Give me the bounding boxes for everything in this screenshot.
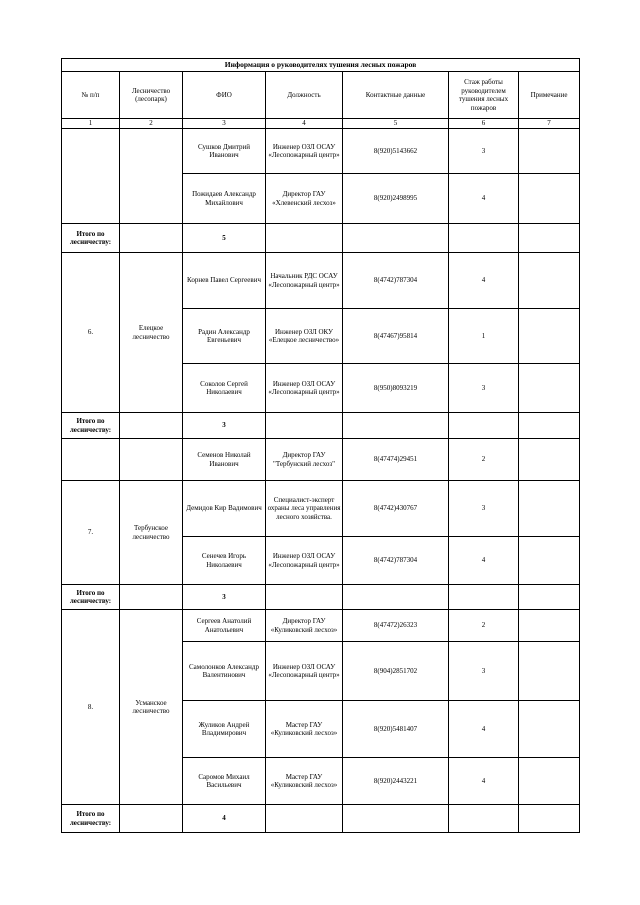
empty-cell bbox=[519, 224, 580, 253]
fio-cell: Сенечев Игорь Николаевич bbox=[183, 537, 266, 585]
experience-cell: 4 bbox=[449, 758, 519, 805]
note-cell bbox=[519, 610, 580, 642]
forestry-name-cell: Елецкое лесничество bbox=[120, 253, 183, 413]
fio-cell: Корнев Павел Сергеевич bbox=[183, 253, 266, 309]
header-forestry: Лесничество (лесопарк) bbox=[120, 72, 183, 119]
experience-cell: 4 bbox=[449, 174, 519, 224]
position-cell: Директор ГАУ «Куликовский лесхоз» bbox=[266, 610, 343, 642]
total-row bbox=[62, 585, 580, 610]
contact-cell: 8(4742)787304 bbox=[343, 537, 449, 585]
note-cell bbox=[519, 364, 580, 413]
position-cell: Инженер ОЗЛ ОСАУ «Лесопожарный центр» bbox=[266, 537, 343, 585]
forestry-name-cell: Тербунское лесничество bbox=[120, 481, 183, 585]
total-label-cell: Итого по лесничеству: bbox=[62, 805, 120, 833]
header-position: Должность bbox=[266, 72, 343, 119]
empty-cell bbox=[120, 805, 183, 833]
contact-cell: 8(4742)787304 bbox=[343, 253, 449, 309]
column-number: 6 bbox=[449, 119, 519, 129]
empty-cell bbox=[266, 413, 343, 439]
empty-cell bbox=[519, 585, 580, 610]
empty-cell bbox=[120, 413, 183, 439]
table-row bbox=[62, 610, 580, 642]
empty-cell bbox=[120, 585, 183, 610]
fio-cell: Пожидаев Александр Михайлович bbox=[183, 174, 266, 224]
column-number: 1 bbox=[62, 119, 120, 129]
total-row bbox=[62, 224, 580, 253]
empty-cell bbox=[266, 805, 343, 833]
contact-cell: 8(47472)26323 bbox=[343, 610, 449, 642]
forestry-name-cell bbox=[120, 129, 183, 224]
note-cell bbox=[519, 309, 580, 364]
fio-cell: Соколов Сергей Николаевич bbox=[183, 364, 266, 413]
position-cell: Директор ГАУ "Тербунский лесхоз" bbox=[266, 439, 343, 481]
contact-cell: 8(920)5143662 bbox=[343, 129, 449, 174]
fio-cell: Радин Александр Евгеньевич bbox=[183, 309, 266, 364]
empty-cell bbox=[449, 224, 519, 253]
contact-cell: 8(920)5481407 bbox=[343, 701, 449, 758]
contact-cell: 8(950)8093219 bbox=[343, 364, 449, 413]
contact-cell: 8(4742)430767 bbox=[343, 481, 449, 537]
total-label-cell: Итого по лесничеству: bbox=[62, 224, 120, 253]
total-row bbox=[62, 805, 580, 833]
note-cell bbox=[519, 537, 580, 585]
contact-cell: 8(904)2851702 bbox=[343, 642, 449, 701]
table-row bbox=[62, 481, 580, 537]
position-cell: Специалист-эксперт охраны леса управления лесного хозяйства. bbox=[266, 481, 343, 537]
group-number-cell: 6. bbox=[62, 253, 120, 413]
empty-cell bbox=[120, 224, 183, 253]
note-cell bbox=[519, 481, 580, 537]
fio-cell: Жуликов Андрей Владимирович bbox=[183, 701, 266, 758]
header-fio: ФИО bbox=[183, 72, 266, 119]
experience-cell: 4 bbox=[449, 701, 519, 758]
fio-cell: Самолонков Александр Валентинович bbox=[183, 642, 266, 701]
position-cell: Инженер ОЗЛ ОСАУ «Лесопожарный центр» bbox=[266, 364, 343, 413]
column-number: 4 bbox=[266, 119, 343, 129]
position-cell: Директор ГАУ «Хлевенский лесхоз» bbox=[266, 174, 343, 224]
total-value-cell: 5 bbox=[183, 224, 266, 253]
experience-cell: 3 bbox=[449, 364, 519, 413]
group-number-cell: 7. bbox=[62, 481, 120, 585]
fio-cell: Саромов Михаил Васильевич bbox=[183, 758, 266, 805]
note-cell bbox=[519, 253, 580, 309]
fio-cell: Сергеев Анатолий Анатольевич bbox=[183, 610, 266, 642]
empty-cell bbox=[449, 805, 519, 833]
contact-cell: 8(47467)95814 bbox=[343, 309, 449, 364]
note-cell bbox=[519, 758, 580, 805]
experience-cell: 2 bbox=[449, 439, 519, 481]
position-cell: Инженер ОЗЛ ОСАУ «Лесопожарный центр» bbox=[266, 642, 343, 701]
contact-cell: 8(920)2498995 bbox=[343, 174, 449, 224]
table-row bbox=[62, 129, 580, 174]
note-cell bbox=[519, 129, 580, 174]
position-cell: Мастер ГАУ «Куликовский лесхоз» bbox=[266, 701, 343, 758]
empty-cell bbox=[343, 805, 449, 833]
column-number: 5 bbox=[343, 119, 449, 129]
experience-cell: 4 bbox=[449, 253, 519, 309]
position-cell: Начальник РДС ОСАУ «Лесопожарный центр» bbox=[266, 253, 343, 309]
empty-cell bbox=[449, 585, 519, 610]
total-value-cell: 4 bbox=[183, 805, 266, 833]
contact-cell: 8(47474)29451 bbox=[343, 439, 449, 481]
position-cell: Инженер ОЗЛ ОСАУ «Лесопожарный центр» bbox=[266, 129, 343, 174]
empty-cell bbox=[343, 585, 449, 610]
empty-cell bbox=[449, 413, 519, 439]
header-number: № п/п bbox=[62, 72, 120, 119]
forestry-name-cell: Усманское лесничество bbox=[120, 610, 183, 805]
total-value-cell: 3 bbox=[183, 585, 266, 610]
empty-cell bbox=[519, 805, 580, 833]
position-cell: Мастер ГАУ «Куликовский лесхоз» bbox=[266, 758, 343, 805]
total-value-cell: 3 bbox=[183, 413, 266, 439]
header-experience: Стаж работы руководителем тушения лесных пожаров bbox=[449, 72, 519, 119]
table-row bbox=[62, 253, 580, 309]
table-row bbox=[62, 439, 580, 481]
position-cell: Инженер ОЗЛ ОКУ «Елецкое лесничество» bbox=[266, 309, 343, 364]
empty-cell bbox=[266, 585, 343, 610]
document-sheet bbox=[61, 58, 579, 833]
note-cell bbox=[519, 439, 580, 481]
header-contact: Контактные данные bbox=[343, 72, 449, 119]
table-title: Информация о руководителях тушения лесных пожаров bbox=[62, 59, 580, 72]
total-label-cell: Итого по лесничеству: bbox=[62, 413, 120, 439]
fio-cell: Семенов Николай Иванович bbox=[183, 439, 266, 481]
note-cell bbox=[519, 642, 580, 701]
total-row bbox=[62, 413, 580, 439]
group-number-cell: 8. bbox=[62, 610, 120, 805]
experience-cell: 2 bbox=[449, 610, 519, 642]
header-note: Примечание bbox=[519, 72, 580, 119]
forestry-name-cell bbox=[120, 439, 183, 481]
note-cell bbox=[519, 701, 580, 758]
contact-cell: 8(920)2443221 bbox=[343, 758, 449, 805]
group-number-cell bbox=[62, 129, 120, 224]
fio-cell: Сушков Дмитрий Иванович bbox=[183, 129, 266, 174]
empty-cell bbox=[343, 224, 449, 253]
column-number: 7 bbox=[519, 119, 580, 129]
total-label-cell: Итого по лесничеству: bbox=[62, 585, 120, 610]
group-number-cell bbox=[62, 439, 120, 481]
empty-cell bbox=[519, 413, 580, 439]
empty-cell bbox=[343, 413, 449, 439]
experience-cell: 4 bbox=[449, 537, 519, 585]
experience-cell: 3 bbox=[449, 642, 519, 701]
column-number: 2 bbox=[120, 119, 183, 129]
experience-cell: 3 bbox=[449, 129, 519, 174]
fio-cell: Демидов Кир Вадимович bbox=[183, 481, 266, 537]
empty-cell bbox=[266, 224, 343, 253]
experience-cell: 3 bbox=[449, 481, 519, 537]
note-cell bbox=[519, 174, 580, 224]
experience-cell: 1 bbox=[449, 309, 519, 364]
column-number: 3 bbox=[183, 119, 266, 129]
forest-fire-leaders-table bbox=[61, 58, 580, 833]
